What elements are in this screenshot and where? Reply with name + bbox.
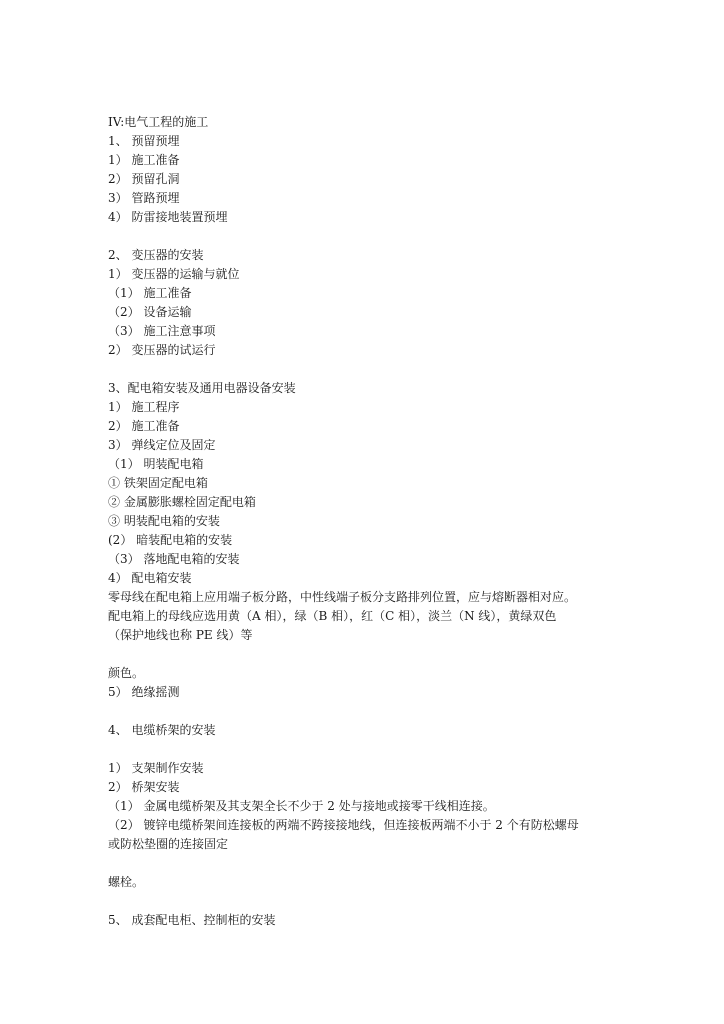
text-line: （1） 施工准备 (108, 286, 192, 300)
text-line: 颜色。 (108, 666, 145, 680)
text-line: （2） 镀锌电缆桥架间连接板的两端不跨接接地线，但连接板两端不小于 2 个有防松螺母 (108, 818, 579, 832)
text-line: 1、 预留预埋 (108, 134, 180, 148)
text-line: （3） 施工注意事项 (108, 324, 216, 338)
text-line: 3） 弹线定位及固定 (108, 438, 216, 452)
text-line: 3、配电箱安装及通用电器设备安装 (108, 381, 296, 395)
paragraph-spacer (108, 892, 628, 911)
text-line: ③ 明装配电箱的安装 (108, 514, 220, 528)
text-line: （保护地线也称 PE 线）等 (108, 628, 253, 642)
text-line: (2） 暗装配电箱的安装 (108, 533, 233, 547)
text-line: 1） 支架制作安装 (108, 761, 204, 775)
text-line: 3） 管路预埋 (108, 191, 180, 205)
text-line: 2） 桥架安装 (108, 780, 180, 794)
paragraph-spacer (108, 227, 628, 246)
text-line: 配电箱上的母线应选用黄（A 相），绿（B 相），红（C 相），淡兰（N 线），黄绿双色 (108, 609, 557, 623)
paragraph-spacer (108, 645, 628, 664)
text-line: 2、 变压器的安装 (108, 248, 204, 262)
paragraph-spacer (108, 740, 628, 759)
text-line: ② 金属膨胀螺栓固定配电箱 (108, 495, 256, 509)
text-line: 4） 配电箱安装 (108, 571, 192, 585)
text-line: 或防松垫圈的连接固定 (108, 837, 229, 851)
paragraph-spacer (108, 702, 628, 721)
text-line: 4、 电缆桥架的安装 (108, 723, 216, 737)
text-line: 零母线在配电箱上应用端子板分路，中性线端子板分支路排列位置，应与熔断器相对应。 (108, 590, 577, 604)
text-line: 5） 绝缘摇测 (108, 685, 180, 699)
text-line: （2） 设备运输 (108, 305, 192, 319)
text-line: 2） 施工准备 (108, 419, 180, 433)
text-line: IV:电气工程的施工 (108, 115, 209, 129)
text-line: 螺栓。 (108, 875, 145, 889)
text-line: 1） 施工程序 (108, 400, 180, 414)
paragraph-spacer (108, 360, 628, 379)
text-line: （1） 明装配电箱 (108, 457, 204, 471)
text-line: 1） 施工准备 (108, 153, 180, 167)
text-line: （3） 落地配电箱的安装 (108, 552, 240, 566)
text-line: （1） 金属电缆桥架及其支架全长不少于 2 处与接地或接零干线相连接。 (108, 799, 495, 813)
text-line: 5、 成套配电柜、控制柜的安装 (108, 913, 276, 927)
paragraph-spacer (108, 854, 628, 873)
text-line: ① 铁架固定配电箱 (108, 476, 208, 490)
text-line: 2） 变压器的试运行 (108, 343, 216, 357)
text-line: 4） 防雷接地装置预埋 (108, 210, 228, 224)
document-body (108, 113, 628, 930)
text-line: 2） 预留孔洞 (108, 172, 180, 186)
text-line: 1） 变压器的运输与就位 (108, 267, 240, 281)
